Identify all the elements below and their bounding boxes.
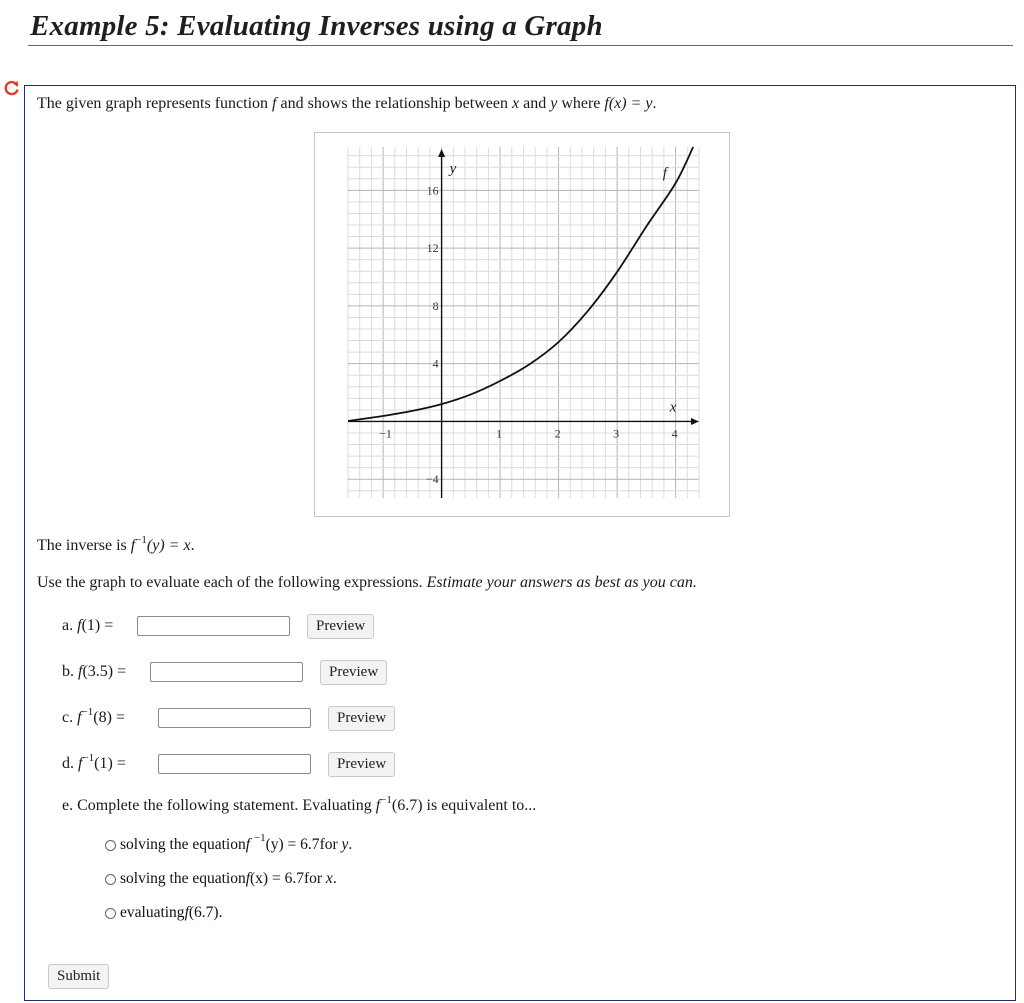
instructions-emphasis: Estimate your answers as best as you can. bbox=[426, 574, 697, 591]
part-arg: (8) bbox=[93, 709, 112, 726]
preview-button-b[interactable]: Preview bbox=[320, 660, 387, 685]
problem-intro bbox=[37, 95, 657, 113]
y-tick-label: −4 bbox=[425, 472, 439, 487]
y-tick-label: 16 bbox=[426, 183, 439, 198]
radio-option-3[interactable] bbox=[105, 904, 222, 922]
x-tick-label: 1 bbox=[496, 426, 503, 441]
intro-function: f bbox=[272, 95, 277, 112]
function-graph bbox=[314, 132, 730, 517]
part-letter: b. bbox=[62, 663, 74, 680]
part-letter: d. bbox=[62, 755, 74, 772]
intro-text: . bbox=[652, 95, 657, 112]
part-arg: (3.5) bbox=[82, 663, 114, 680]
intro-var-y: y bbox=[550, 95, 558, 112]
function-curve bbox=[348, 147, 693, 421]
intro-equation: f(x) = y bbox=[604, 95, 653, 112]
part-letter: c. bbox=[62, 709, 74, 726]
part-sup: −1 bbox=[81, 706, 94, 718]
option-text: for bbox=[319, 836, 338, 853]
part-eq: = bbox=[111, 709, 125, 726]
x-axis-label: x bbox=[669, 399, 677, 416]
part-e-prompt bbox=[62, 794, 537, 815]
radio-option-2[interactable] bbox=[105, 870, 337, 888]
inverse-sup: −1 bbox=[135, 534, 147, 546]
part-arg: (1) bbox=[94, 755, 113, 772]
option-sup: −1 bbox=[253, 832, 266, 844]
radio-button[interactable] bbox=[105, 874, 116, 885]
part-c-label bbox=[62, 706, 125, 727]
title-divider bbox=[28, 45, 1013, 46]
inverse-text: . bbox=[190, 537, 195, 554]
option-text: . bbox=[348, 836, 353, 853]
part-e-text: is equivalent to... bbox=[422, 797, 537, 814]
part-sup: −1 bbox=[82, 752, 95, 764]
intro-text: where bbox=[557, 95, 605, 112]
option-fn: f bbox=[245, 870, 251, 887]
intro-text: and shows the relationship between bbox=[276, 95, 512, 112]
option-text: solving the equation bbox=[120, 836, 246, 853]
intro-var-x: x bbox=[511, 95, 520, 112]
x-tick-label: 2 bbox=[554, 426, 561, 441]
radio-option-1[interactable] bbox=[105, 832, 353, 854]
part-fn: f bbox=[78, 755, 83, 772]
x-axis-arrow bbox=[691, 418, 699, 425]
inverse-fn: f bbox=[130, 537, 136, 554]
x-tick-label: 3 bbox=[613, 426, 620, 441]
part-fn: f bbox=[78, 663, 83, 680]
answer-input-c[interactable] bbox=[158, 708, 311, 728]
inverse-statement bbox=[37, 534, 195, 555]
part-a-label bbox=[62, 617, 113, 635]
part-e-sup: −1 bbox=[380, 794, 392, 806]
refresh-icon[interactable] bbox=[4, 80, 20, 96]
instructions-text: Use the graph to evaluate each of the following expressions. bbox=[37, 574, 427, 591]
option-eq: (y) = 6.7 bbox=[265, 836, 320, 853]
inverse-equation: (y) = x bbox=[146, 537, 191, 554]
y-axis-arrow bbox=[438, 149, 445, 157]
y-axis-label: y bbox=[449, 161, 457, 177]
part-eq: = bbox=[100, 617, 114, 634]
option-text: evaluating bbox=[120, 904, 185, 921]
option-text: . bbox=[332, 870, 337, 887]
part-e-arg: (6.7) bbox=[391, 797, 423, 814]
answer-input-a[interactable] bbox=[137, 616, 290, 636]
part-e-fn: f bbox=[375, 797, 381, 814]
option-eq: (x) = 6.7 bbox=[250, 870, 304, 887]
x-tick-label: −1 bbox=[379, 426, 392, 441]
part-arg: (1) bbox=[81, 617, 101, 634]
submit-button[interactable]: Submit bbox=[48, 964, 109, 989]
part-e-text: e. Complete the following statement. Evaluating bbox=[62, 797, 376, 814]
preview-button-a[interactable]: Preview bbox=[307, 614, 374, 639]
option-text: solving the equation bbox=[120, 870, 246, 887]
y-tick-label: 8 bbox=[432, 298, 439, 313]
option-var: y bbox=[341, 836, 349, 853]
radio-button[interactable] bbox=[105, 840, 116, 851]
intro-text: The given graph represents function bbox=[37, 95, 273, 112]
x-tick-label: 4 bbox=[671, 426, 678, 441]
preview-button-c[interactable]: Preview bbox=[328, 706, 395, 731]
part-fn: f bbox=[77, 709, 82, 726]
inverse-text: The inverse is bbox=[37, 537, 131, 554]
intro-text: and bbox=[519, 95, 551, 112]
part-letter: a. bbox=[62, 617, 74, 634]
part-eq: = bbox=[112, 755, 126, 772]
answer-input-d[interactable] bbox=[158, 754, 311, 774]
option-text: for bbox=[303, 870, 323, 887]
part-d-label bbox=[62, 752, 126, 773]
y-tick-label: 12 bbox=[426, 241, 439, 256]
option-text: . bbox=[218, 904, 223, 921]
y-tick-label: 4 bbox=[432, 356, 439, 371]
answer-input-b[interactable] bbox=[150, 662, 303, 682]
option-var: x bbox=[325, 870, 333, 887]
curve-label: f bbox=[662, 165, 667, 182]
option-eq: (6.7) bbox=[188, 904, 219, 921]
option-fn: f bbox=[245, 836, 251, 853]
instructions bbox=[37, 574, 697, 592]
graph-svg bbox=[315, 133, 731, 518]
page-title: Example 5: Evaluating Inverses using a Graph bbox=[30, 10, 603, 42]
part-eq: = bbox=[113, 663, 127, 680]
preview-button-d[interactable]: Preview bbox=[328, 752, 395, 777]
part-fn: f bbox=[77, 617, 82, 634]
option-fn: f bbox=[184, 904, 189, 921]
radio-button[interactable] bbox=[105, 908, 116, 919]
part-b-label bbox=[62, 663, 126, 681]
